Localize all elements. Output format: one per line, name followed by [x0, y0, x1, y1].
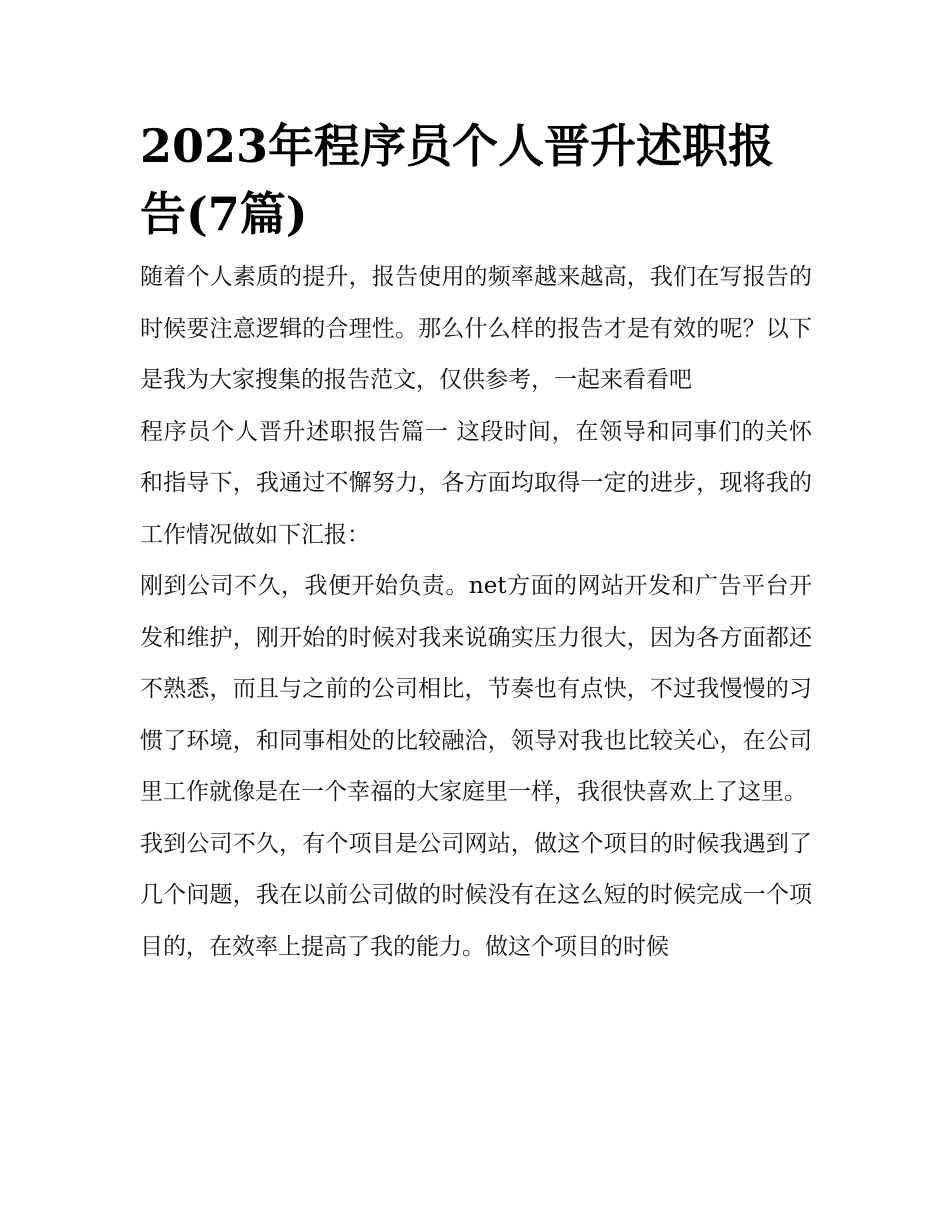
paragraph-project: 我到公司不久，有个项目是公司网站，做这个项目的时候我遇到了几个问题，我在以前公司做的时候没有在这么短的时候完成一个项目的，在效率上提高了我的能力。做这个项目的时候 [140, 830, 812, 960]
document-body [140, 112, 812, 973]
document-title: 2023年程序员个人晋升述职报告(7篇) [140, 119, 775, 241]
paragraph-section-one: 程序员个人晋升述职报告篇一 这段时间，在领导和同事们的关怀和指导下，我通过不懈努力，各方面均取得一定的进步，现将我的工作情况做如下汇报： [140, 418, 812, 548]
paragraph-work-start: 刚到公司不久，我便开始负责。net方面的网站开发和广告平台开发和维护，刚开始的时候对我来说确实压力很大，因为各方面都还不熟悉，而且与之前的公司相比，节奏也有点快，不过我慢慢的习惯了环境，和同事相处的比较融洽，领导对我也比较关心，在公司里工作就像是在一个幸福的大家庭里一样，我很快喜欢上了这里。 [140, 573, 812, 805]
paragraph-intro: 随着个人素质的提升，报告使用的频率越来越高，我们在写报告的时候要注意逻辑的合理性。那么什么样的报告才是有效的呢？以下是我为大家搜集的报告范文，仅供参考，一起来看看吧 [140, 264, 812, 393]
